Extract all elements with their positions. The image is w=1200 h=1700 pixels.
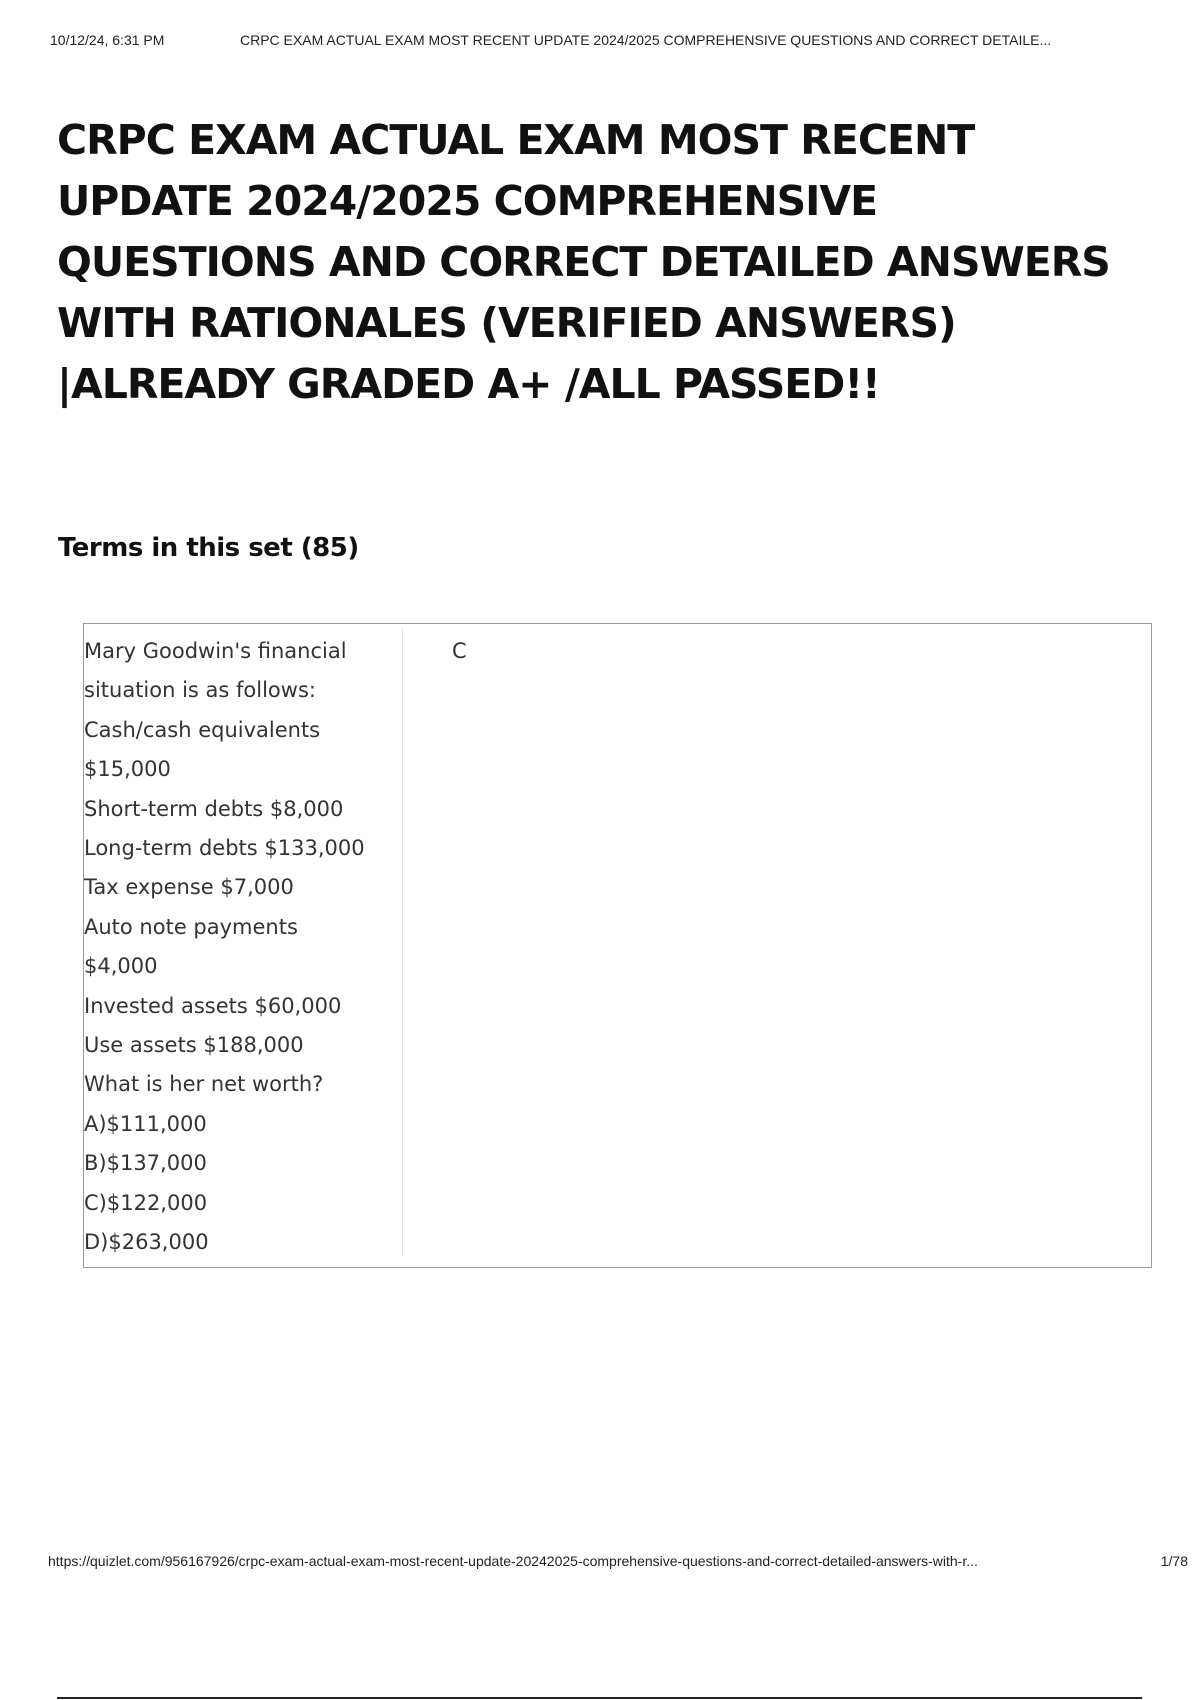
title-line: QUESTIONS AND CORRECT DETAILED ANSWERS: [57, 238, 1110, 286]
term-line: Cash/cash equivalents: [84, 717, 321, 742]
card-divider: [402, 628, 403, 1256]
page-number: 1/78: [1160, 1553, 1188, 1569]
answer-option: A)$111,000: [84, 1111, 207, 1136]
term-line: Use assets $188,000: [84, 1033, 304, 1058]
title-line: WITH RATIONALES (VERIFIED ANSWERS): [57, 299, 956, 347]
term-text: [84, 632, 394, 1263]
print-doc-title: CRPC EXAM ACTUAL EXAM MOST RECENT UPDATE 2024/2025 COMPREHENSIVE QUESTIONS AND CORRECT DETAILE...: [240, 32, 1052, 48]
term-line: What is her net worth?: [84, 1072, 324, 1097]
term-line: Invested assets $60,000: [84, 993, 342, 1018]
print-date: 10/12/24, 6:31 PM: [50, 32, 165, 48]
term-line: Mary Goodwin's financial: [84, 639, 347, 663]
title-line: |ALREADY GRADED A+ /ALL PASSED!!: [57, 360, 880, 408]
page-url: https://quizlet.com/956167926/crpc-exam-actual-exam-most-recent-update-20242025-comprehensive-questions-and-correct-detailed-answers-with-r...: [48, 1553, 978, 1569]
term-card: [83, 623, 1152, 1268]
term-line: Short-term debts $8,000: [84, 796, 344, 821]
title-line: CRPC EXAM ACTUAL EXAM MOST RECENT: [57, 116, 975, 164]
definition-text: C: [452, 639, 467, 663]
page-title: [57, 110, 1177, 415]
terms-count-heading: Terms in this set (85): [58, 533, 359, 563]
bottom-divider: [57, 1697, 1142, 1699]
term-line: situation is as follows:: [84, 678, 316, 703]
answer-option: D)$263,000: [84, 1230, 209, 1255]
term-line: $15,000: [84, 757, 171, 782]
term-line: $4,000: [84, 954, 158, 979]
term-line: Tax expense $7,000: [84, 875, 294, 900]
term-line: Auto note payments: [84, 914, 298, 939]
answer-option: C)$122,000: [84, 1190, 208, 1215]
term-line: Long-term debts $133,000: [84, 836, 365, 861]
title-line: UPDATE 2024/2025 COMPREHENSIVE: [57, 177, 878, 225]
answer-option: B)$137,000: [84, 1151, 207, 1176]
